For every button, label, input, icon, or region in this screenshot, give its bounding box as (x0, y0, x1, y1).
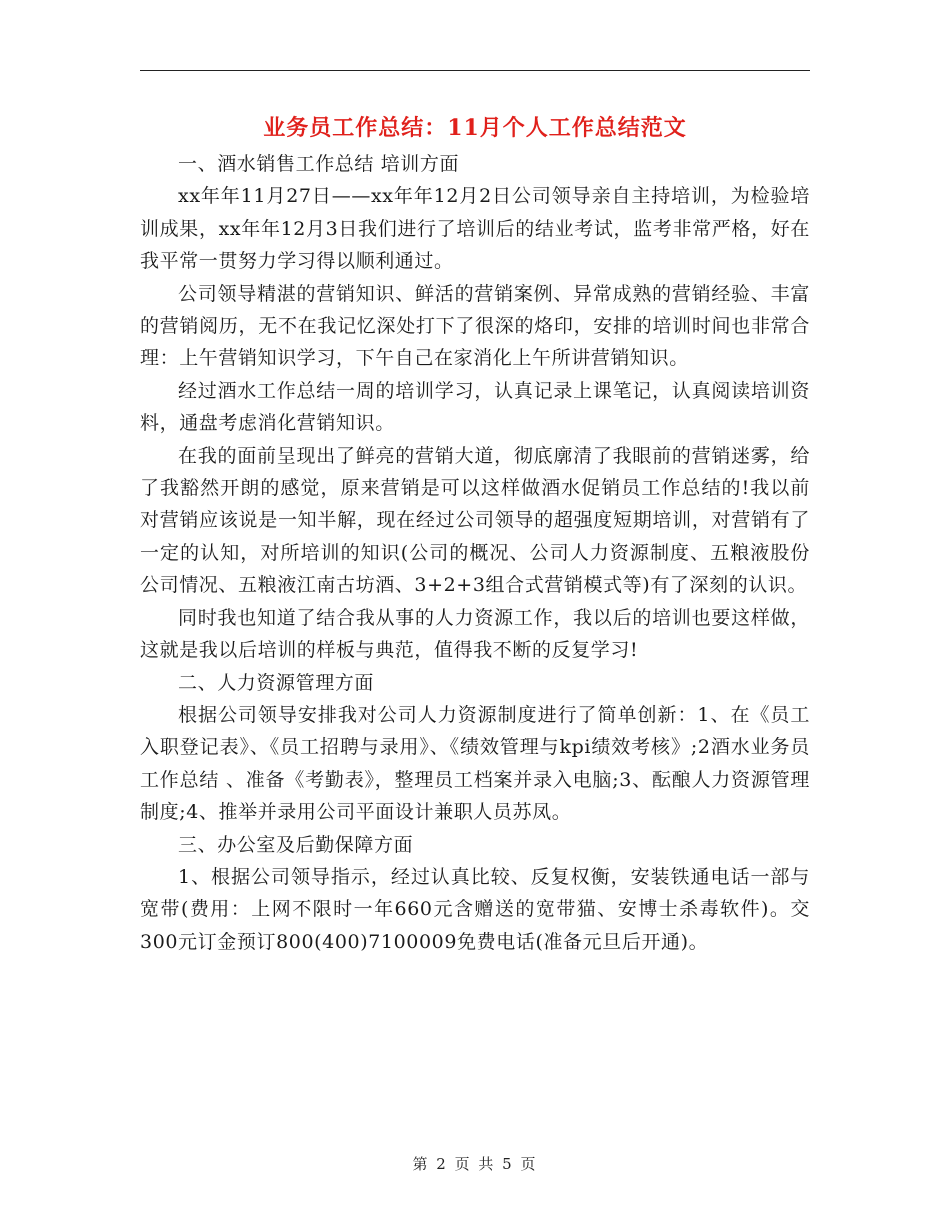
paragraph: 同时我也知道了结合我从事的人力资源工作，我以后的培训也要这样做，这就是我以后培训的样板与典范，值得我不断的反复学习! (140, 606, 810, 662)
paragraph: 公司领导精湛的营销知识、鲜活的营销案例、异常成熟的营销经验、丰富的营销阅历，无不在我记忆深处打下了很深的烙印，安排的培训时间也非常合理：上午营销知识学习，下午自己在家消化上午所讲营销知识。 (140, 282, 810, 370)
document-title: 业务员工作总结：11月个人工作总结范文 (263, 115, 687, 141)
page-number: 第 2 页 共 5 页 (412, 1155, 538, 1173)
paragraph: 1、根据公司领导指示，经过认真比较、反复权衡，安装铁通电话一部与宽带(费用：上网不限时一年660元含赠送的宽带猫、安博士杀毒软件)。交300元订金预订800(400)7100009免费电话(准备元旦后开通)。 (140, 865, 810, 953)
document-body (140, 148, 810, 958)
section-heading-2: 二、人力资源管理方面 (178, 671, 375, 694)
section-heading-3: 三、办公室及后勤保障方面 (178, 833, 414, 856)
paragraph: 根据公司领导安排我对公司人力资源制度进行了简单创新：1、在《员工入职登记表》、《员工招聘与录用》、《绩效管理与kpi绩效考核》;2酒水业务员工作总结 、准备《考勤表》，整理员工档案并录入电脑;3、酝酿人力资源管理制度;4、推举并录用公司平面设计兼职人员苏凤。 (140, 703, 810, 824)
header-rule (140, 70, 810, 71)
paragraph: 在我的面前呈现出了鲜亮的营销大道，彻底廓清了我眼前的营销迷雾，给了我豁然开朗的感觉，原来营销是可以这样做酒水促销员工作总结的!我以前对营销应该说是一知半解，现在经过公司领导的超强度短期培训，对营销有了一定的认知，对所培训的知识(公司的概况、公司人力资源制度、五粮液股份公司情况、五粮液江南古坊酒、3+2+3组合式营销模式等)有了深刻的认识。 (140, 444, 810, 597)
section-heading-1: 一、酒水销售工作总结 培训方面 (178, 153, 460, 175)
paragraph: xx年年11月27日——xx年年12月2日公司领导亲自主持培训，为检验培训成果，xx年年12月3日我们进行了培训后的结业考试，监考非常严格，好在我平常一贯努力学习得以顺利通过。 (140, 185, 810, 273)
paragraph: 经过酒水工作总结一周的培训学习，认真记录上课笔记，认真阅读培训资料，通盘考虑消化营销知识。 (140, 379, 810, 435)
